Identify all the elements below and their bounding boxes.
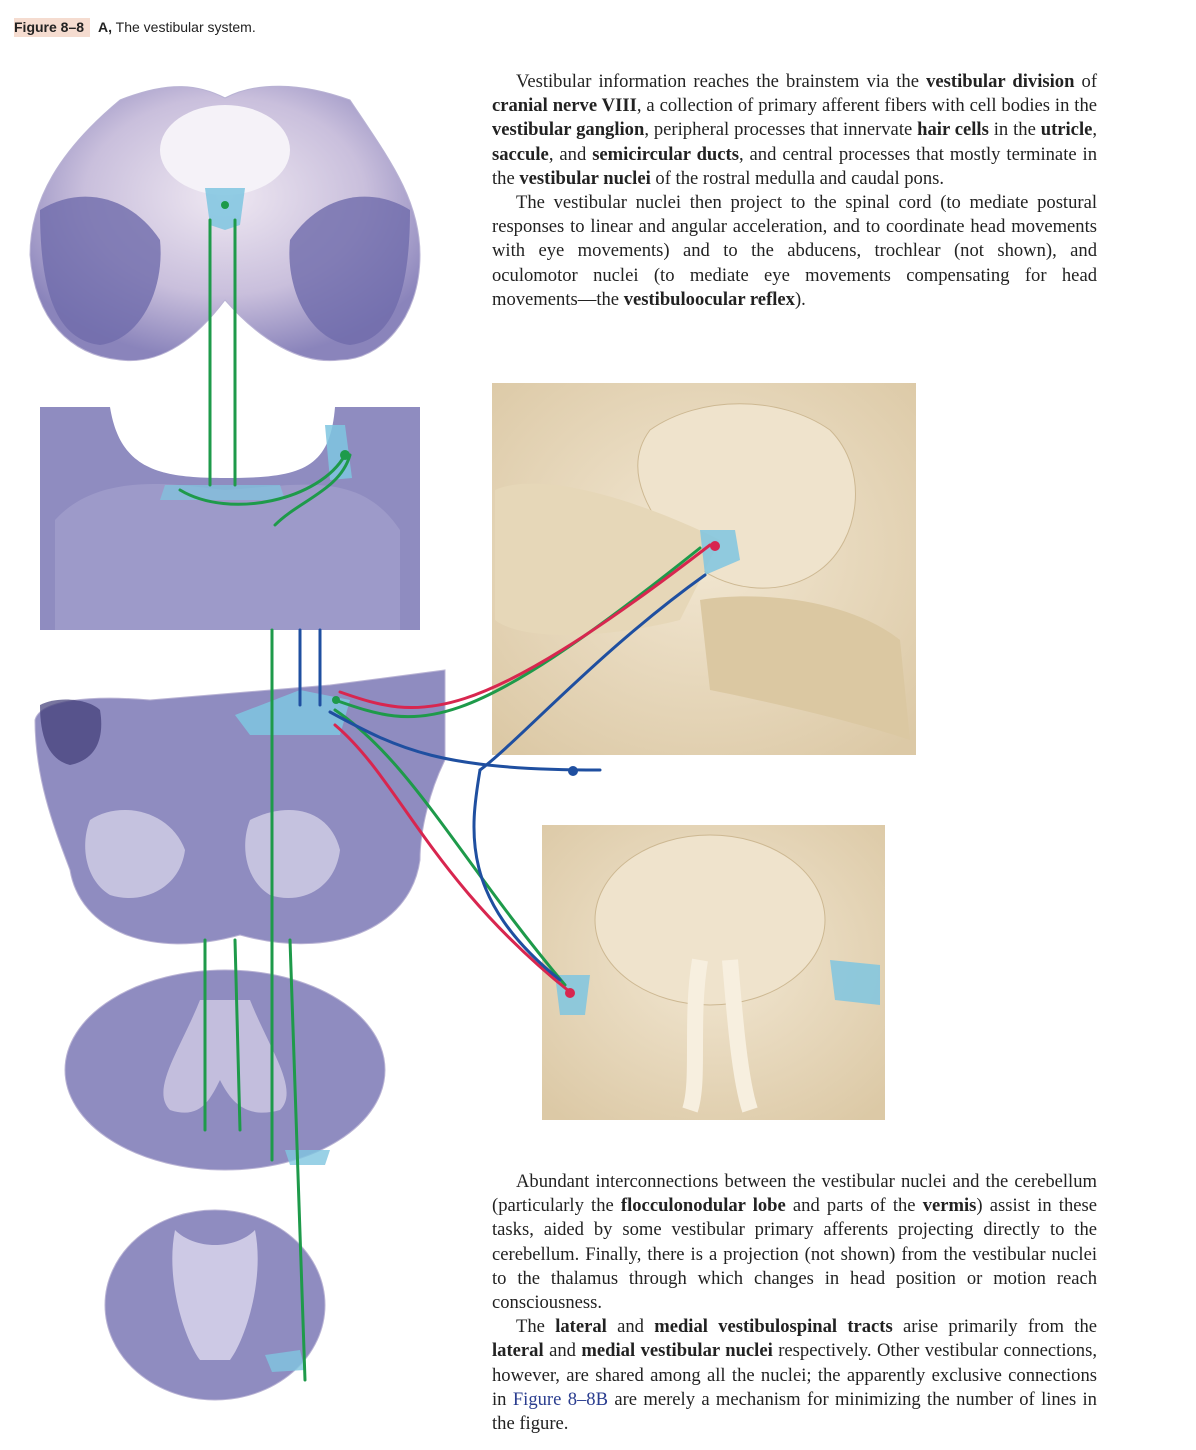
medulla-section	[35, 670, 445, 944]
body-text-bottom	[492, 1170, 1097, 1436]
midbrain-section	[30, 86, 420, 360]
bold-term: flocculonodular lobe	[620, 1195, 786, 1217]
pons-section	[40, 407, 420, 630]
bold-term: semicircular ducts	[592, 143, 739, 165]
text-run: , and	[548, 143, 593, 165]
bold-term: vestibular division	[926, 71, 1075, 92]
brainstem-ventral-photo	[542, 825, 885, 1120]
text-run: of	[1074, 71, 1098, 92]
text-run: arise primarily from the	[892, 1316, 1098, 1338]
text-run: are merely a mechanism for minimizing the number of lines in the figure.	[492, 1388, 1097, 1435]
paragraph	[492, 191, 1097, 312]
paragraph	[492, 1315, 1097, 1436]
bold-term: lateral	[555, 1316, 607, 1338]
text-run: ).	[794, 288, 806, 310]
figure-number: Figure 8–8	[14, 18, 90, 37]
bold-term: lateral	[492, 1340, 544, 1362]
lumbar-cord-section	[105, 1210, 325, 1400]
text-run: and	[606, 1316, 655, 1338]
text-run: and	[543, 1340, 582, 1362]
text-run: ,	[1092, 119, 1098, 141]
text-run: The vestibular nuclei then project to the spinal cord (to mediate postural responses to linear and angular acceleration, and to coordinate head movements with eye movements) and to the abducens, trochlear (not shown), and oculomotor nuclei (to mediate eye movements compensating for head movements—the	[492, 192, 1097, 310]
body-text-top	[492, 70, 1097, 312]
bold-term: vermis	[922, 1195, 977, 1217]
bold-term: hair cells	[917, 119, 989, 141]
text-run: of the rostral medulla and caudal pons.	[650, 167, 945, 189]
text-run: , a collection of primary afferent fibers with cell bodies in the	[636, 95, 1098, 117]
cervical-cord-section	[65, 970, 385, 1170]
bold-term: cranial nerve VIII	[492, 95, 637, 117]
bold-term: vestibular nuclei	[519, 167, 651, 189]
text-run: , peripheral processes that innervate	[644, 119, 918, 141]
paragraph	[492, 70, 1097, 191]
bold-term: medial vestibulospinal tracts	[654, 1316, 893, 1338]
figure-panel-label: A,	[98, 19, 113, 35]
text-run: The	[516, 1316, 556, 1338]
right-flocculus	[830, 960, 880, 1005]
bold-term: medial vestibular nuclei	[581, 1340, 773, 1362]
paragraph	[492, 1170, 1097, 1315]
text-run: in the	[988, 119, 1041, 141]
text-run: , and central processes that mostly terminate in the	[492, 143, 1098, 189]
bold-term: vestibuloocular reflex	[623, 288, 795, 310]
figure-title: The vestibular system.	[115, 19, 256, 35]
text-run: respectively. Other vestibular connections, however, are shared among all the nuclei; the apparently exclusive connections in	[492, 1340, 1097, 1410]
figure-link[interactable]: Figure 8–8B	[512, 1388, 608, 1410]
text-run: Vestibular information reaches the brainstem via the	[516, 71, 927, 92]
bold-term: utricle	[1040, 119, 1093, 141]
vestibular-ganglion	[568, 766, 578, 776]
text-run: and parts of the	[785, 1195, 923, 1217]
bold-term: vestibular ganglion	[492, 119, 645, 141]
text-run: Abundant interconnections between the vestibular nuclei and the cerebellum (particularly the	[492, 1171, 1097, 1217]
text-run: ) assist in these tasks, aided by some vestibular primary afferents projecting directly to the cerebellum. Finally, there is a projection (not shown) from the vestibular nuclei to the thalamus through which changes in head position or motion reach consciousness.	[492, 1195, 1098, 1314]
bold-term: saccule	[492, 143, 549, 165]
